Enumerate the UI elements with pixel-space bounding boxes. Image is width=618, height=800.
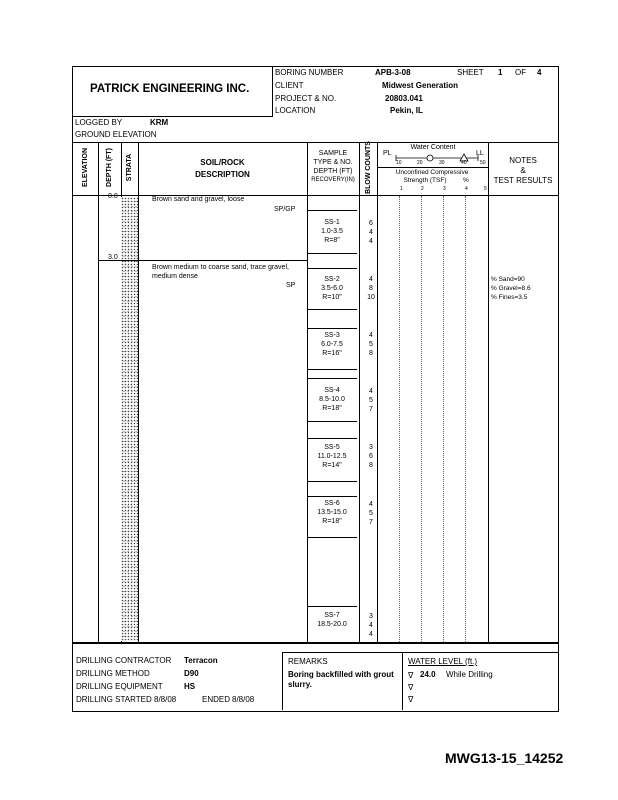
notes-header-1: NOTES	[509, 156, 537, 165]
ucs-label-2: Strength (TSF)	[403, 177, 447, 184]
sample-2	[307, 275, 357, 302]
blows-7: 3 4 4	[369, 613, 373, 638]
sample-5-depth: 11.0-12.5	[317, 453, 347, 460]
note-gravel: % Gravel=8.6	[491, 285, 531, 292]
sheet-label: SHEET	[457, 68, 484, 77]
ucs-tick-3: 3	[443, 186, 446, 192]
project-label: PROJECT & NO.	[275, 94, 337, 103]
sample-3-id: SS-3	[324, 332, 340, 339]
sample-7	[307, 611, 357, 629]
water-symbol-2: ∇	[408, 683, 414, 692]
layer-2-uscs: SP	[286, 282, 296, 289]
sample-1-depth: 1.0-3.5	[321, 228, 343, 235]
sample-2-id: SS-2	[324, 276, 340, 283]
sample-3-depth: 6.0-7.5	[321, 341, 343, 348]
location-label: LOCATION	[275, 106, 316, 115]
sample-4-recovery: R=18"	[322, 405, 342, 412]
boring-number-label: BORING NUMBER	[275, 68, 344, 77]
sample-7-depth: 18.5-20.0	[317, 621, 347, 628]
sheet-total: 4	[537, 68, 542, 77]
sample-1-recovery: R=8"	[324, 237, 340, 244]
notes-header-2: &	[520, 166, 526, 175]
sample-6-id: SS-6	[324, 500, 340, 507]
logged-by-value: KRM	[150, 118, 169, 127]
wc-tick-5: 50	[480, 160, 486, 166]
wc-tick-4: 40	[461, 160, 467, 166]
notes-header-3: TEST RESULTS	[493, 176, 553, 185]
ucs-tick-1: 1	[400, 186, 403, 192]
ended-label: ENDED	[202, 695, 231, 704]
pl-label: PL	[383, 150, 392, 157]
boring-number: APB-3-08	[375, 68, 411, 77]
remarks-label: REMARKS	[288, 657, 328, 666]
sample-header-2: TYPE & NO.	[313, 159, 353, 166]
ended-value: 8/8/08	[232, 695, 255, 704]
blows-6: 4 5 7	[369, 501, 373, 526]
elevation-header: ELEVATION	[82, 147, 89, 188]
sample-3	[307, 331, 357, 358]
sample-5	[307, 443, 357, 470]
sample-5-id: SS-5	[324, 444, 340, 451]
ucs-label-1: Unconfined Compressive	[395, 169, 469, 176]
ll-label: LL	[476, 150, 484, 157]
note-fines: % Fines=3.5	[491, 294, 528, 301]
sample-header-1: SAMPLE	[318, 150, 348, 157]
layer-1-uscs: SP/GP	[274, 206, 296, 213]
company-name: PATRICK ENGINEERING INC.	[90, 83, 250, 95]
sample-header-4: RECOVERY(IN)	[311, 177, 355, 183]
blow-counts-header: BLOW COUNTS	[365, 141, 372, 194]
water-level-label: WATER LEVEL (ft.)	[408, 657, 478, 666]
contractor-label: DRILLING CONTRACTOR	[76, 656, 172, 665]
depth-mark-3: 3.0	[108, 254, 118, 261]
note-sand: % Sand=90	[491, 276, 525, 283]
water-content-scale	[378, 150, 488, 166]
sample-6-recovery: R=18"	[322, 518, 342, 525]
ucs-tick-5: 5	[484, 186, 487, 192]
wc-tick-2: 20	[417, 160, 423, 166]
remarks-line-2: slurry.	[288, 680, 312, 689]
water-level-note: While Drilling	[446, 670, 493, 679]
logged-by-label: LOGGED BY	[75, 118, 123, 127]
blows-4: 4 5 7	[369, 388, 373, 413]
layer-2-description-2: medium dense	[152, 273, 198, 280]
client-label: CLIENT	[275, 81, 304, 90]
water-level-value: 24.0	[420, 670, 436, 679]
sample-5-recovery: R=14"	[322, 462, 342, 469]
layer-2-description-1: Brown medium to coarse sand, trace gravel,	[152, 264, 289, 271]
description-header-2: DESCRIPTION	[195, 170, 250, 179]
sample-6-depth: 13.5-15.0	[317, 509, 347, 516]
remarks-line-1: Boring backfilled with grout	[288, 670, 394, 679]
sample-1	[307, 218, 357, 245]
project-number: 20803.041	[385, 94, 423, 103]
sample-4	[307, 386, 357, 413]
client-value: Midwest Generation	[382, 81, 459, 90]
percent-label: %	[463, 177, 469, 184]
ucs-tick-4: 4	[465, 186, 468, 192]
water-content-label: Water Content	[410, 144, 456, 151]
equipment-value: HS	[184, 682, 196, 691]
sample-1-id: SS-1	[324, 219, 340, 226]
blows-3: 4 5 8	[369, 332, 373, 357]
wc-tick-3: 30	[439, 160, 445, 166]
method-value: D90	[184, 669, 199, 678]
started-label: DRILLING STARTED	[76, 695, 152, 704]
sample-4-depth: 8.5-10.0	[319, 396, 345, 403]
contractor-value: Terracon	[184, 656, 218, 665]
sample-3-recovery: R=16"	[322, 350, 342, 357]
water-symbol-1: ∇	[408, 671, 414, 680]
equipment-label: DRILLING EQUIPMENT	[76, 682, 163, 691]
depth-header: DEPTH (FT)	[106, 148, 113, 187]
started-value: 8/8/08	[154, 695, 177, 704]
sheet-number: 1	[498, 68, 503, 77]
layer-1-description: Brown sand and gravel, loose	[152, 196, 245, 203]
location-value: Pekin, IL	[390, 106, 423, 115]
sample-header-3: DEPTH (FT)	[313, 168, 353, 175]
description-header-1: SOIL/ROCK	[200, 158, 245, 167]
strata-header: STRATA	[126, 153, 133, 182]
blows-2: 4 8 10	[367, 276, 375, 301]
sheet-of-label: OF	[515, 68, 527, 77]
strata-column	[121, 197, 138, 641]
test-results	[491, 275, 531, 302]
water-content-marker	[427, 155, 433, 161]
blows-5: 3 6 8	[369, 444, 373, 469]
sample-6	[307, 499, 357, 526]
depth-mark-0: 0.0	[108, 193, 118, 200]
sample-2-depth: 3.5-6.0	[321, 285, 343, 292]
document-id: MWG13-15_14252	[445, 750, 564, 766]
method-label: DRILLING METHOD	[76, 669, 150, 678]
sample-4-id: SS-4	[324, 387, 340, 394]
sample-2-recovery: R=10"	[322, 294, 342, 301]
sample-7-id: SS-7	[324, 612, 340, 619]
water-symbol-3: ∇	[408, 695, 414, 704]
ucs-tick-2: 2	[421, 186, 424, 192]
blows-1: 6 4 4	[369, 220, 373, 245]
wc-tick-1: 10	[396, 160, 402, 166]
ground-elevation-label: GROUND ELEVATION	[75, 130, 157, 139]
